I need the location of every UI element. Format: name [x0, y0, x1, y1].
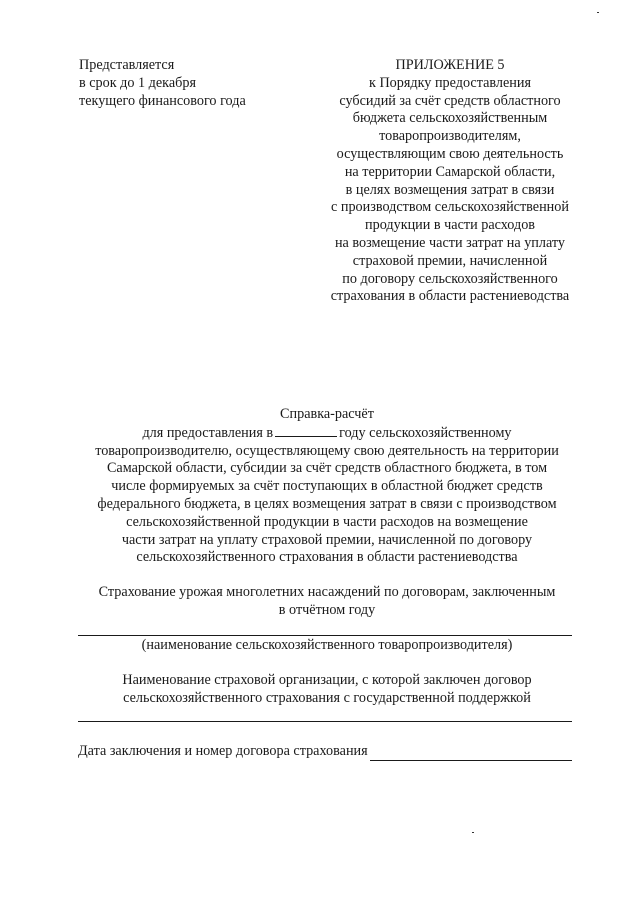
appendix-line: на территории Самарской области,	[344, 163, 556, 180]
certificate-line: сельскохозяйственного страхования в области растениеводства	[136, 549, 518, 566]
contract-label: Дата заключения и номер договора страхования	[78, 743, 368, 759]
appendix-line: страховой премии, начисленной	[352, 252, 548, 269]
certificate-title: Справка-расчёт	[280, 406, 374, 422]
appendix-line: с производством сельскохозяйственной	[331, 199, 569, 216]
insurer-heading	[72, 672, 582, 708]
producer-caption: (наименование сельскохозяйственного товаропроизводителя)	[141, 637, 513, 653]
certificate-line: части затрат на уплату страховой премии, начисленной по договору	[121, 531, 533, 548]
certificate-block	[72, 406, 582, 567]
appendix-line: на возмещение части затрат на уплату	[334, 234, 566, 251]
certificate-line: сельскохозяйственной продукции в части расходов на возмещение	[126, 513, 528, 530]
certificate-line: Самарской области, субсидии за счёт средств областного бюджета, в том	[106, 460, 548, 477]
appendix-line: товаропроизводителям,	[379, 128, 521, 145]
insurance-line: Страхование урожая многолетних насаждений по договорам, заключенным	[98, 584, 556, 600]
appendix-line: к Порядку предоставления	[369, 74, 531, 91]
deadline-line: текущего финансового года	[79, 92, 246, 109]
year-blank-field[interactable]	[275, 424, 337, 437]
submission-deadline-note	[79, 57, 299, 110]
deadline-line: в срок до 1 декабря	[79, 74, 196, 91]
appendix-line: продукции в части расходов	[365, 217, 535, 234]
insurer-line: Наименование страховой организации, с которой заключен договор	[122, 672, 532, 688]
contract-date-number-field[interactable]	[370, 746, 572, 761]
appendix-title: ПРИЛОЖЕНИЕ 5	[395, 57, 505, 73]
scan-speck	[597, 12, 599, 13]
insurer-line: сельскохозяйственного страхования с государственной поддержкой	[123, 689, 531, 706]
appendix-line: страхования в области растениеводства	[330, 288, 570, 305]
appendix-header	[308, 57, 592, 306]
appendix-line: в целях возмещения затрат в связи	[345, 181, 555, 198]
insurance-heading	[72, 584, 582, 620]
appendix-line: по договору сельскохозяйственного	[342, 270, 558, 287]
appendix-line: субсидий за счёт средств областного	[339, 92, 561, 109]
appendix-line: осуществляющим свою деятельность	[336, 145, 564, 162]
insurance-line: в отчётном году	[278, 601, 376, 618]
contract-row	[78, 743, 572, 761]
appendix-line: бюджета сельскохозяйственным	[352, 110, 548, 127]
certificate-line1-after: году сельскохозяйственному	[339, 424, 512, 441]
insurer-name-field[interactable]	[78, 721, 572, 722]
certificate-line: федерального бюджета, в целях возмещения затрат в связи с производством	[97, 495, 557, 512]
deadline-line: Представляется	[79, 57, 175, 73]
certificate-line1-before: для предоставления в	[142, 424, 274, 441]
certificate-line: товаропроизводителю, осуществляющему свою деятельность на территории	[95, 442, 559, 459]
producer-name-field[interactable]	[78, 635, 572, 636]
certificate-line: числе формируемых за счёт поступающих в областной бюджет средств	[111, 478, 543, 495]
scan-speck	[472, 832, 474, 833]
certificate-line	[72, 424, 582, 443]
